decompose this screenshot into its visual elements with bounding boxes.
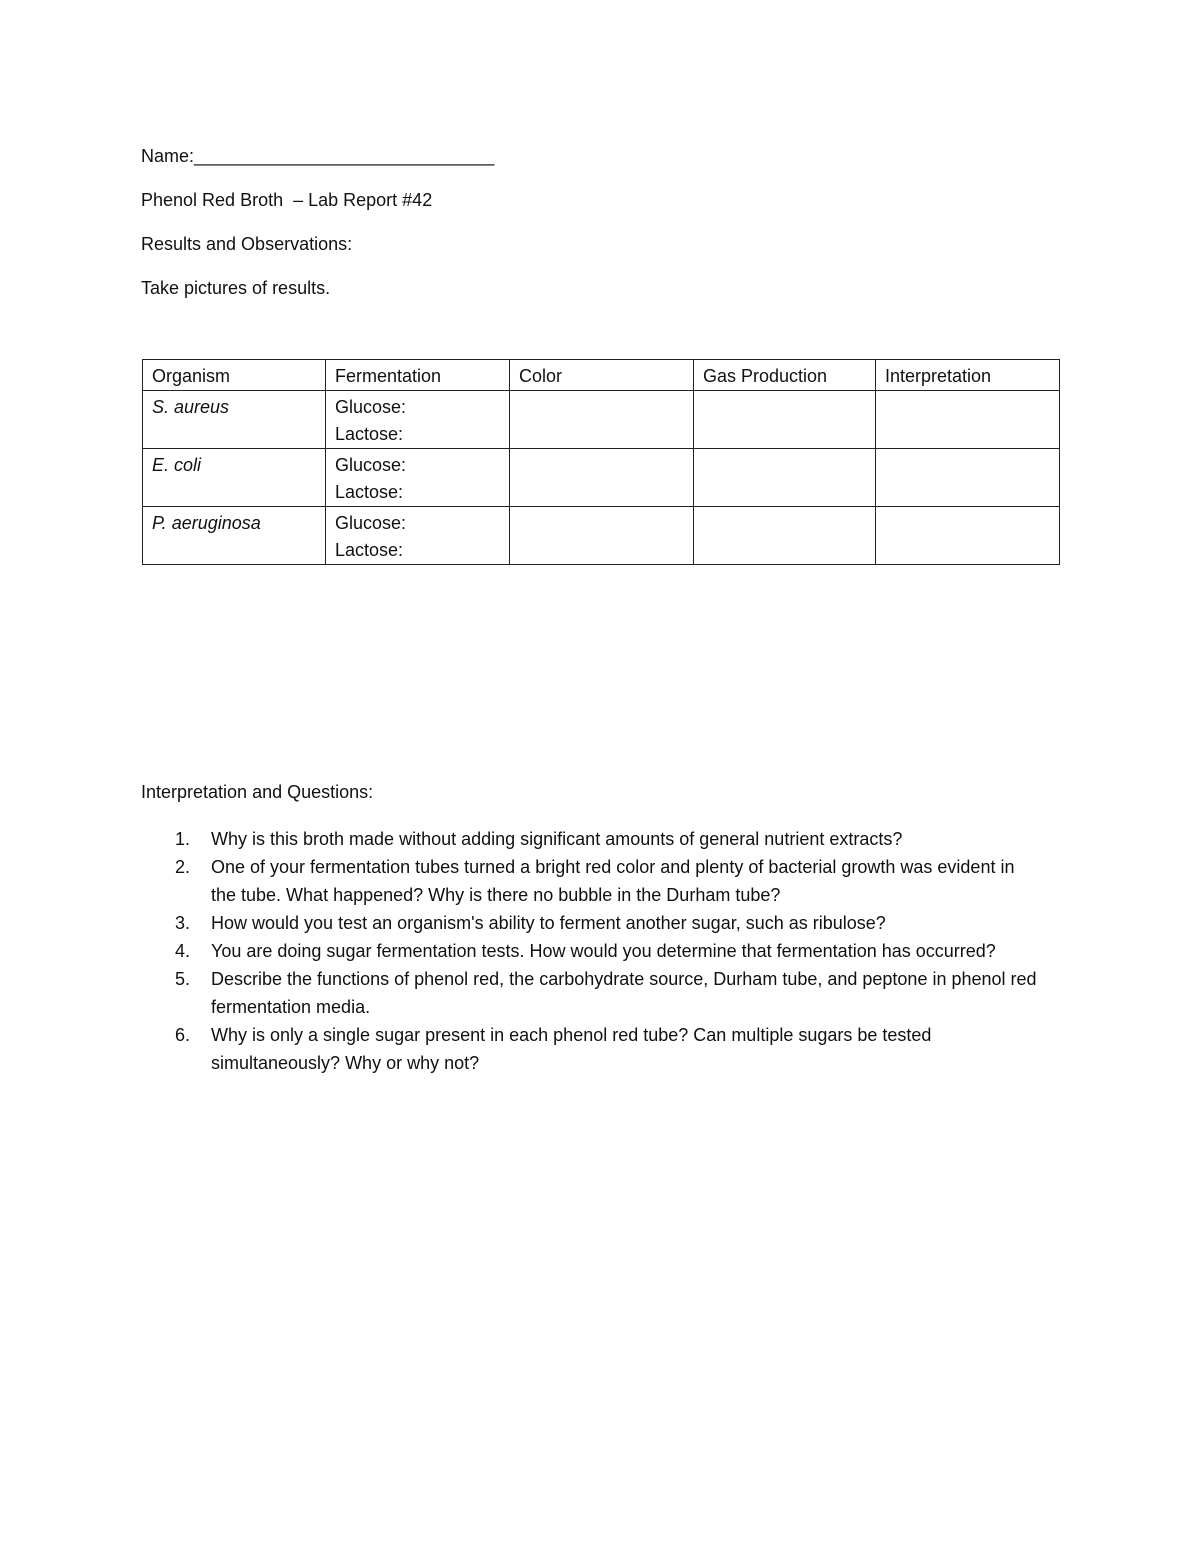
column-header-organism: Organism (143, 360, 326, 391)
question-number: 3. (175, 913, 191, 933)
list-item (141, 909, 1041, 937)
table-row (143, 391, 1060, 449)
interpretation-cell[interactable] (876, 391, 1060, 449)
gas-production-cell[interactable] (694, 507, 876, 565)
list-item (141, 965, 1041, 1021)
question-number: 2. (175, 857, 191, 877)
question-text: One of your fermentation tubes turned a bright red color and plenty of bacterial growth was evident in the tube. What happened? Why is there no bubble in the Durham tube? (211, 857, 1015, 905)
question-text: You are doing sugar fermentation tests. How would you determine that fermentation has occurred? (211, 941, 996, 961)
list-item (141, 825, 1041, 853)
color-cell[interactable] (510, 391, 694, 449)
question-number: 5. (175, 969, 191, 989)
instruction-text: Take pictures of results. (141, 278, 331, 298)
color-cell[interactable] (510, 449, 694, 507)
list-item (141, 853, 1041, 909)
results-heading: Results and Observations: (141, 234, 353, 254)
lactose-label: Lactose: (335, 424, 404, 444)
fermentation-cell (326, 449, 510, 507)
glucose-label: Glucose: (335, 455, 407, 475)
report-title: Phenol Red Broth – Lab Report #42 (141, 190, 433, 210)
question-text: Why is this broth made without adding significant amounts of general nutrient extracts? (211, 829, 903, 849)
list-item (141, 937, 1041, 965)
glucose-label: Glucose: (335, 513, 407, 533)
table-row (143, 507, 1060, 565)
table-header-row (143, 360, 1060, 391)
interpretation-heading: Interpretation and Questions: (141, 782, 374, 802)
fermentation-cell (326, 507, 510, 565)
lactose-label: Lactose: (335, 540, 404, 560)
question-number: 4. (175, 941, 191, 961)
question-number: 1. (175, 829, 191, 849)
lactose-label: Lactose: (335, 482, 404, 502)
gas-production-cell[interactable] (694, 449, 876, 507)
column-header-gas-production: Gas Production (694, 360, 876, 391)
organism-cell: E. coli (143, 449, 326, 507)
question-text: Why is only a single sugar present in each phenol red tube? Can multiple sugars be tested simultaneously? Why or why not? (211, 1025, 932, 1073)
list-item (141, 1021, 1041, 1077)
table-row (143, 449, 1060, 507)
column-header-fermentation: Fermentation (326, 360, 510, 391)
name-field-label: Name:______________________________ (141, 146, 495, 166)
organism-cell: P. aeruginosa (143, 507, 326, 565)
column-header-color: Color (510, 360, 694, 391)
gas-production-cell[interactable] (694, 391, 876, 449)
interpretation-cell[interactable] (876, 507, 1060, 565)
column-header-interpretation: Interpretation (876, 360, 1060, 391)
organism-cell: S. aureus (143, 391, 326, 449)
question-text: How would you test an organism's ability to ferment another sugar, such as ribulose? (211, 913, 886, 933)
results-table (142, 359, 1060, 565)
color-cell[interactable] (510, 507, 694, 565)
glucose-label: Glucose: (335, 397, 407, 417)
fermentation-cell (326, 391, 510, 449)
question-number: 6. (175, 1025, 191, 1045)
interpretation-cell[interactable] (876, 449, 1060, 507)
question-text: Describe the functions of phenol red, the carbohydrate source, Durham tube, and peptone in phenol red fermentation media. (211, 969, 1037, 1017)
questions-list (141, 825, 1041, 1077)
